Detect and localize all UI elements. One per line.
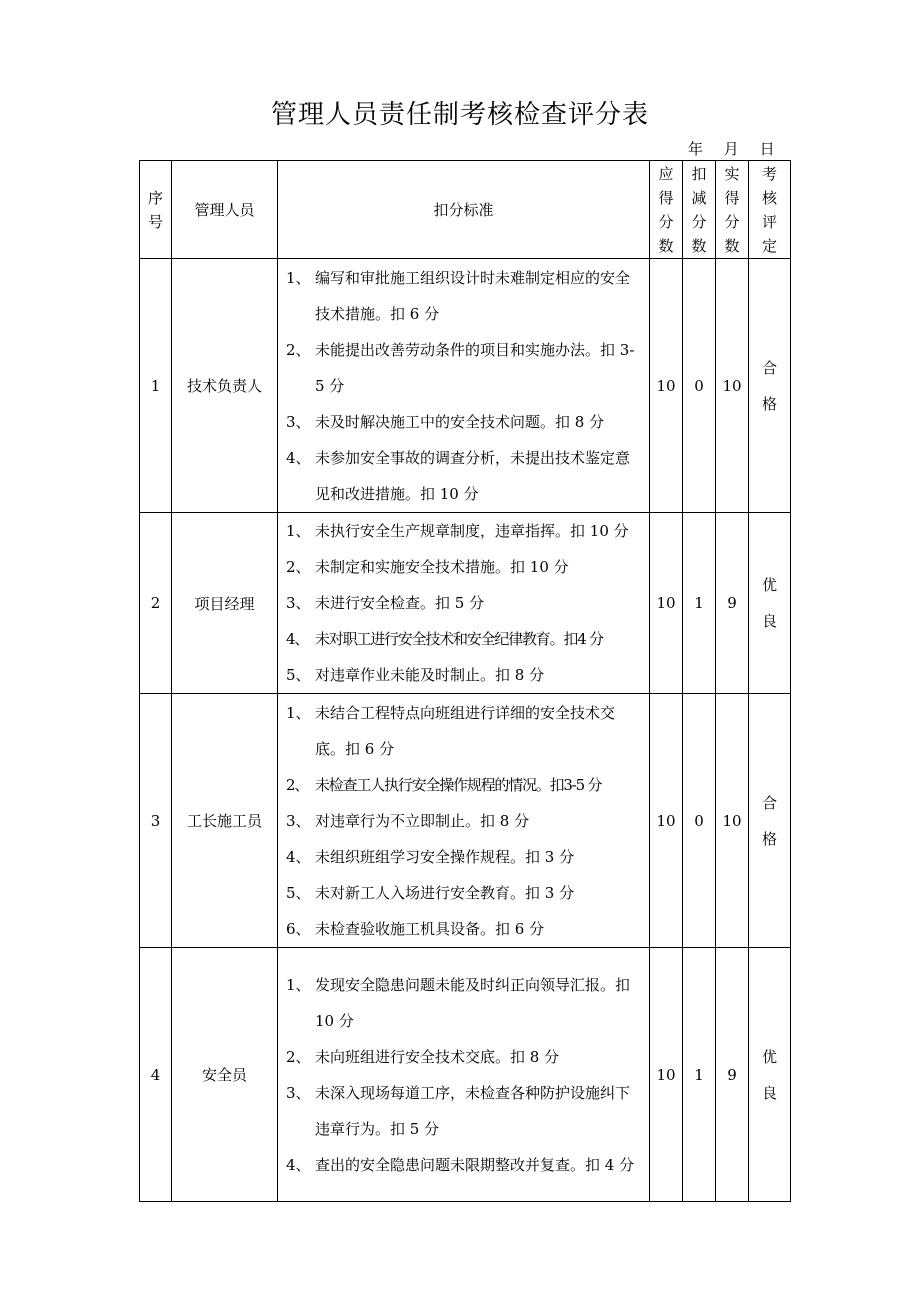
row-actual-score: 10 bbox=[716, 694, 749, 948]
criteria-item: 3、 未及时解决施工中的安全技术问题。扣 8 分 bbox=[286, 412, 605, 431]
row-actual-score: 10 bbox=[716, 259, 749, 513]
row-criteria bbox=[278, 513, 650, 694]
table-row bbox=[140, 513, 791, 694]
criteria-item: 5、 未对新工人入场进行安全教育。扣 3 分 bbox=[286, 883, 575, 902]
date-line bbox=[688, 138, 791, 159]
criteria-item: 2、 未向班组进行安全技术交底。扣 8 分 bbox=[286, 1047, 560, 1066]
row-deduct-score: 1 bbox=[683, 513, 716, 694]
table-row bbox=[140, 259, 791, 513]
row-person: 技术负责人 bbox=[172, 259, 278, 513]
criteria-item: 4、 查出的安全隐患问题未限期整改并复查。扣 4 分 bbox=[286, 1155, 635, 1174]
row-no: 1 bbox=[140, 259, 172, 513]
row-grade: 合格 bbox=[749, 694, 791, 948]
row-criteria bbox=[278, 694, 650, 948]
row-grade: 优良 bbox=[749, 948, 791, 1202]
row-no: 2 bbox=[140, 513, 172, 694]
row-full-score: 10 bbox=[650, 948, 683, 1202]
criteria-item: 3、 对违章行为不立即制止。扣 8 分 bbox=[286, 811, 530, 830]
row-no: 3 bbox=[140, 694, 172, 948]
criteria-item: 6、 未检查验收施工机具设备。扣 6 分 bbox=[286, 919, 545, 938]
criteria-item: 1、 未结合工程特点向班组进行详细的安全技术交底。扣 6 分 bbox=[286, 703, 616, 758]
row-full-score: 10 bbox=[650, 694, 683, 948]
header-no: 序号 bbox=[140, 161, 172, 259]
row-criteria bbox=[278, 948, 650, 1202]
criteria-item: 3、 未进行安全检查。扣 5 分 bbox=[286, 594, 485, 612]
criteria-item: 5、 对违章作业未能及时制止。扣 8 分 bbox=[286, 666, 545, 684]
row-person: 安全员 bbox=[172, 948, 278, 1202]
header-grade: 考核评定 bbox=[749, 161, 791, 259]
row-deduct-score: 0 bbox=[683, 259, 716, 513]
row-actual-score: 9 bbox=[716, 948, 749, 1202]
row-no: 4 bbox=[140, 948, 172, 1202]
criteria-item: 4、 未对职工进行安全技术和安全纪律教育。扣4 分 bbox=[286, 630, 603, 648]
row-deduct-score: 1 bbox=[683, 948, 716, 1202]
criteria-item: 1、 编写和审批施工组织设计时未难制定相应的安全技术措施。扣 6 分 bbox=[286, 268, 631, 323]
criteria-item: 1、 发现安全隐患问题未能及时纠正向领导汇报。扣 10 分 bbox=[286, 975, 631, 1030]
row-criteria bbox=[278, 259, 650, 513]
criteria-item: 3、 未深入现场每道工序，未检查各种防护设施纠下违章行为。扣 5 分 bbox=[286, 1083, 631, 1138]
header-deduct-score: 扣减分数 bbox=[683, 161, 716, 259]
header-row bbox=[140, 161, 791, 259]
row-deduct-score: 0 bbox=[683, 694, 716, 948]
header-full-score: 应得分数 bbox=[650, 161, 683, 259]
criteria-item: 2、 未制定和实施安全技术措施。扣 10 分 bbox=[286, 558, 569, 576]
row-full-score: 10 bbox=[650, 513, 683, 694]
criteria-item: 4、 未参加安全事故的调查分析，未提出技术鉴定意见和改进措施。扣 10 分 bbox=[286, 448, 631, 503]
row-person: 项目经理 bbox=[172, 513, 278, 694]
date-day: 日 bbox=[759, 140, 775, 158]
table-row bbox=[140, 694, 791, 948]
row-person: 工长施工员 bbox=[172, 694, 278, 948]
criteria-item: 4、 未组织班组学习安全操作规程。扣 3 分 bbox=[286, 847, 575, 866]
row-full-score: 10 bbox=[650, 259, 683, 513]
page-title: 管理人员责任制考核检查评分表 bbox=[270, 100, 649, 130]
criteria-item: 1、 未执行安全生产规章制度，违章指挥。扣 10 分 bbox=[286, 522, 629, 540]
header-criteria: 扣分标准 bbox=[278, 161, 650, 259]
header-person: 管理人员 bbox=[172, 161, 278, 259]
criteria-item: 2、 未能提出改善劳动条件的项目和实施办法。扣 3-5 分 bbox=[286, 340, 635, 395]
table-row bbox=[140, 948, 791, 1202]
header-actual-score: 实得分数 bbox=[716, 161, 749, 259]
evaluation-table bbox=[139, 160, 791, 1202]
row-grade: 优良 bbox=[749, 513, 791, 694]
row-actual-score: 9 bbox=[716, 513, 749, 694]
date-year: 年 bbox=[688, 140, 704, 158]
criteria-item: 2、 未检查工人执行安全操作规程的情况。扣3-5 分 bbox=[286, 775, 602, 794]
row-grade: 合格 bbox=[749, 259, 791, 513]
date-month: 月 bbox=[723, 140, 739, 158]
